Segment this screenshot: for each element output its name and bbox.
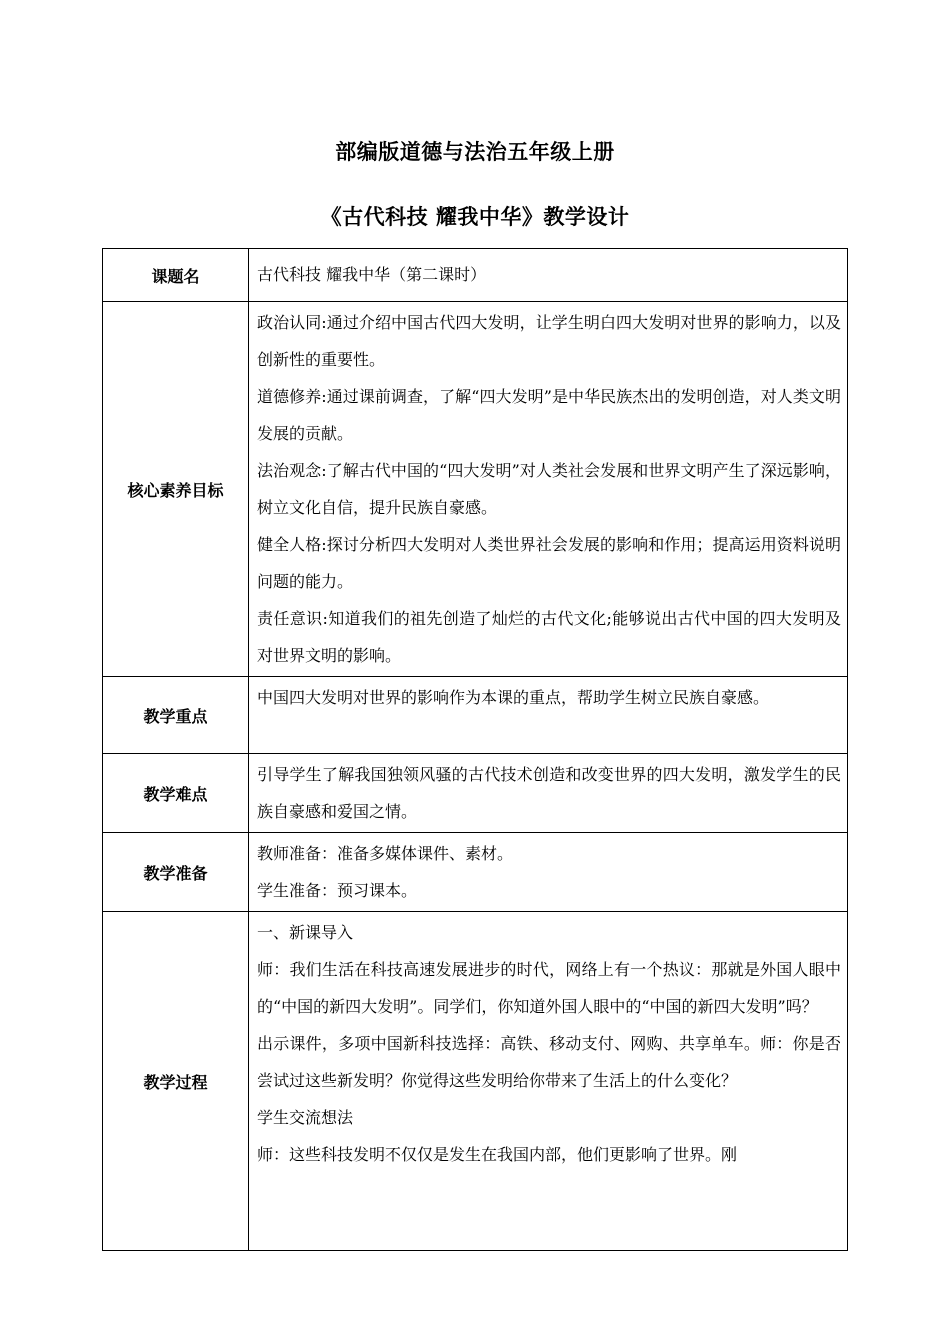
goal-item-political: 政治认同:通过介绍中国古代四大发明，让学生明白四大发明对世界的影响力，以及创新性的重要性。 — [257, 313, 841, 369]
difficult-points-content — [249, 754, 848, 833]
difficult-points-label: 教学难点 — [103, 754, 249, 833]
process-paragraph: 学生交流想法 — [257, 1108, 354, 1127]
goals-content — [249, 302, 848, 677]
process-paragraph: 师：这些科技发明不仅仅是发生在我国内部，他们更影响了世界。刚 — [257, 1145, 738, 1164]
preparation-student: 学生准备：预习课本。 — [257, 881, 418, 900]
table-row-process — [103, 912, 848, 1251]
topic-label: 课题名 — [103, 249, 249, 302]
table-row-goals — [103, 302, 848, 677]
preparation-content — [249, 833, 848, 912]
process-section-heading: 一、新课导入 — [257, 923, 354, 942]
table-row-key-points — [103, 677, 848, 754]
topic-value — [249, 249, 848, 302]
goal-item-moral: 道德修养:通过课前调查，了解“四大发明”是中华民族杰出的发明创造，对人类文明发展的贡献。 — [257, 387, 841, 443]
goals-label: 核心素养目标 — [103, 302, 249, 677]
goal-item-personality: 健全人格:探讨分析四大发明对人类世界社会发展的影响和作用；提高运用资料说明问题的能力。 — [257, 535, 841, 591]
document-subtitle: 《古代科技 耀我中华》教学设计 — [320, 205, 630, 229]
key-points-label: 教学重点 — [103, 677, 249, 754]
process-paragraph: 出示课件，多项中国新科技选择：高铁、移动支付、网购、共享单车。师：你是否尝试过这些新发明？你觉得这些发明给你带来了生活上的什么变化？ — [257, 1034, 841, 1090]
key-points-text: 中国四大发明对世界的影响作为本课的重点，帮助学生树立民族自豪感。 — [257, 688, 770, 707]
lesson-plan-table — [102, 248, 848, 1251]
table-row-difficult-points — [103, 754, 848, 833]
process-paragraph: 师：我们生活在科技高速发展进步的时代，网络上有一个热议：那就是外国人眼中的“中国的新四大发明”。同学们，你知道外国人眼中的“中国的新四大发明”吗？ — [257, 960, 841, 1016]
topic-text: 古代科技 耀我中华（第二课时） — [257, 265, 487, 284]
process-content — [249, 912, 848, 1251]
table-row-topic — [103, 249, 848, 302]
key-points-content — [249, 677, 848, 754]
table-row-preparation — [103, 833, 848, 912]
preparation-teacher: 教师准备：准备多媒体课件、素材。 — [257, 844, 514, 863]
document-title: 部编版道德与法治五年级上册 — [335, 140, 615, 164]
process-label: 教学过程 — [103, 912, 249, 1251]
preparation-label: 教学准备 — [103, 833, 249, 912]
difficult-points-text: 引导学生了解我国独领风骚的古代技术创造和改变世界的四大发明，激发学生的民族自豪感和爱国之情。 — [257, 765, 841, 821]
goal-item-responsibility: 责任意识:知道我们的祖先创造了灿烂的古代文化;能够说出古代中国的四大发明及对世界文明的影响。 — [257, 609, 841, 665]
goal-item-law: 法治观念:了解古代中国的“四大发明”对人类社会发展和世界文明产生了深远影响，树立文化自信，提升民族自豪感。 — [257, 461, 841, 517]
